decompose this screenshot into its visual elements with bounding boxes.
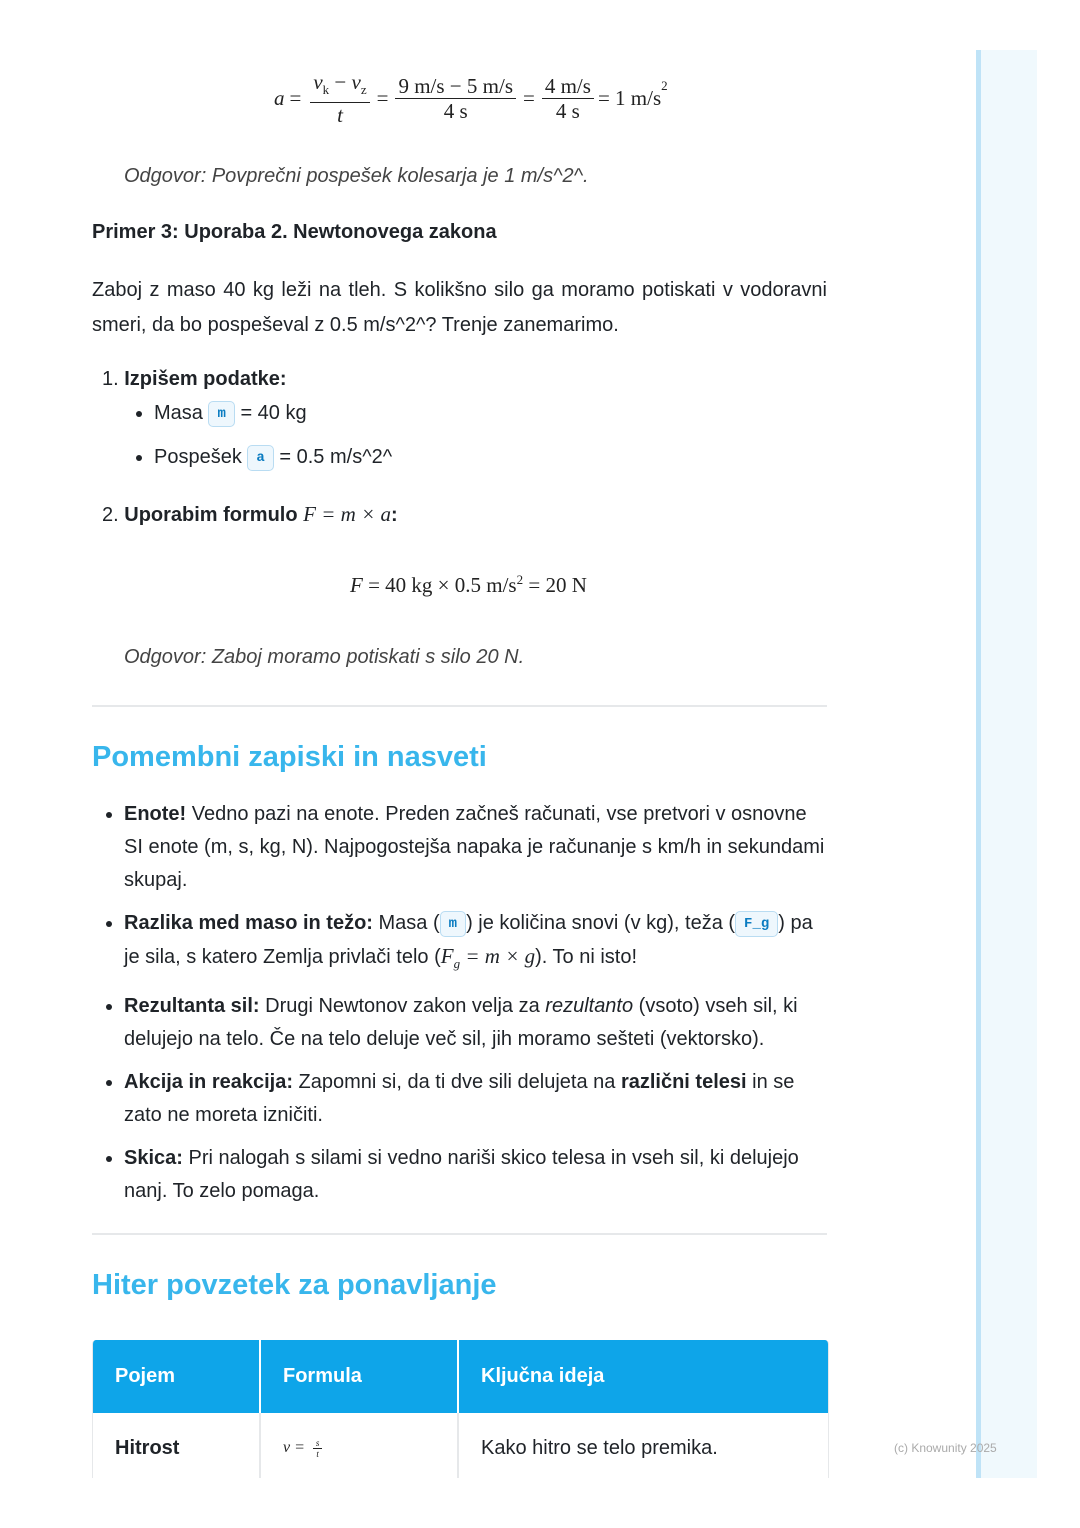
step-number: 1. [102,368,125,390]
list-item [154,395,392,431]
result: = 20 N [528,573,587,597]
column-header: Formula [260,1340,458,1413]
text: Drugi Newtonov zakon velja za [259,995,546,1018]
v: v [313,70,323,94]
inline-code: F_g [735,911,778,937]
cell-term: Hitrost [115,1436,180,1459]
fraction [313,1438,323,1459]
answer-3: Odgovor: Zaboj moramo potiskati s silo 20 N. [124,646,525,668]
text: Masa ( [372,912,440,934]
fraction [395,74,516,123]
column-header: Ključna ideja [458,1340,828,1413]
list-item [124,990,827,1056]
list-item [124,1142,827,1208]
inline-code: a [247,445,273,471]
bold: Rezultanta sil: [124,995,260,1018]
item-value: = 0.5 m/s^2^ [279,446,393,468]
result: = 1 m/s [597,86,662,111]
exp: 2 [516,572,524,587]
bold: Razlika med maso in težo: [124,912,373,934]
divider [92,705,827,707]
text: ). To ni isto! [535,946,638,968]
inline-code: m [208,401,234,427]
num: 9 m/s − 5 m/s [395,74,516,99]
list-item [154,439,392,475]
example-3-problem: Zaboj z maso 40 kg leži na tleh. S kolikšno silo ga moramo potiskati v vodoravni smeri, da bo pospeševal z 0.5 m/s^2^? Trenje zanemarimo. [92,279,827,336]
text: Zapomni si, da ti dve sili delujeta na [292,1071,621,1094]
fraction [310,70,369,127]
force-equation [350,572,587,598]
bold: različni telesi [620,1071,747,1094]
summary-heading: Hiter povzetek za ponavljanje [92,1269,497,1301]
bold: Enote! [124,803,187,825]
example-3-title: Primer 3: Uporaba 2. Newtonovega zakona [92,221,497,243]
copyright: (c) Knowunity 2025 [894,1441,997,1455]
list-item [124,1066,827,1132]
sub: k [322,82,330,98]
acceleration-equation: a = $\frac{v_k - v_z}{t}$ = $\frac{9 m/s - 5 m/s}{4 s}$ = $\frac{4 m/s}{4 s}$ = 1 m/s $^2$ [274,70,668,128]
column-header: Pojem [93,1340,260,1413]
table-header [93,1340,828,1413]
step-number: 2. [102,504,125,526]
formula: F = m × a [303,502,391,526]
den: t [316,1448,319,1459]
bold: Akcija in reakcija: [124,1071,293,1094]
inline-code: m [440,911,466,937]
sub: z [360,82,367,98]
math: F [440,944,454,968]
step-1 [102,368,392,485]
math-sub: g [453,956,461,972]
divider [92,1233,827,1235]
item-text: Pospešek [154,446,242,468]
summary-table [92,1340,829,1478]
text: (vsoto) vseh sil, ki delujejo na telo. Če na telo deluje več sil, jih moramo sešteti (vektorsko). [124,995,798,1051]
text: Vedno pazi na enote. Preden začneš računati, vse pretvori v osnovne SI enote (m, s, kg, N). Najpogostejša napaka je računanje s km/h in sekundami skupaj. [124,803,825,891]
minus: − [329,70,352,94]
notes-heading: Pomembni zapiski in nasveti [92,741,487,773]
cell-formula: v = [283,1438,309,1456]
text: ) je količina snovi (v kg), teža ( [466,912,736,934]
eq-lhs: F [350,573,363,597]
fraction [542,74,594,123]
text: in se zato ne moreta izničiti. [124,1071,795,1127]
cell-idea: Kako hitro se telo premika. [481,1436,718,1459]
bold: Skica: [124,1147,183,1170]
num: s [313,1438,323,1449]
v: v [351,70,361,94]
step-label: Izpišem podatke: [124,368,287,390]
num: 4 m/s [542,74,594,99]
step-2 [102,502,398,527]
table-row [93,1413,828,1478]
answer-2: Odgovor: Povprečni pospešek kolesarja je 1 m/s^2^. [124,165,589,187]
den: 4 s [443,99,468,124]
eq-rhs: = 40 kg × 0.5 m/s [368,573,517,597]
text: Pri nalogah s silami si vedno nariši skico telesa in vseh sil, ki delujejo nanj. To zelo pomaga. [124,1147,799,1203]
text: ) pa je sila, s katero Zemlja privlači telo ( [124,912,813,968]
eq-lhs: a [274,86,285,111]
exp: 2 [661,78,668,93]
list-item [124,907,827,980]
den: t [337,103,343,128]
list-item [124,798,827,897]
colon: : [391,504,398,526]
emphasis: rezultanto [545,995,634,1018]
item-value: = 40 kg [240,402,307,424]
den: 4 s [555,99,580,124]
side-panel [976,50,1037,1478]
math: = m × g [460,944,536,968]
notes-list [92,798,827,1218]
step-label: Uporabim formulo [124,504,298,526]
item-text: Masa [154,402,203,424]
